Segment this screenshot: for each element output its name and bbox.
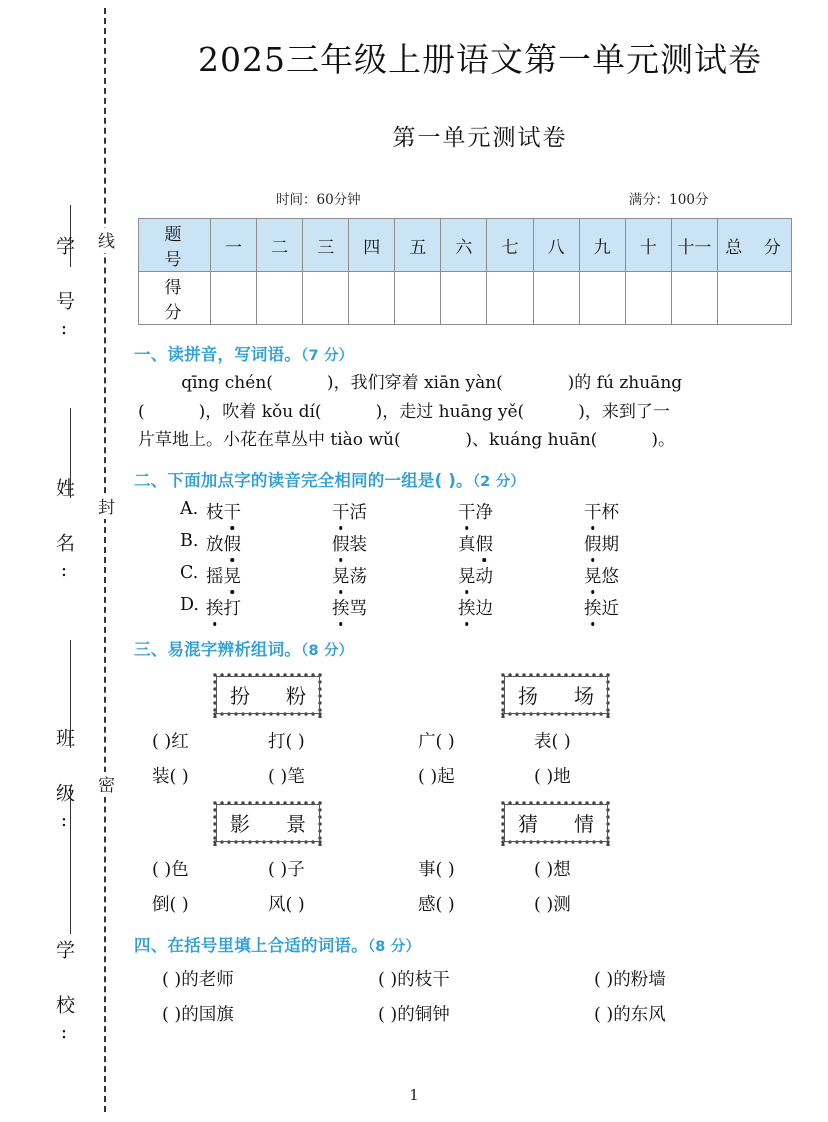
dotted-char: 假 xyxy=(224,531,242,556)
question-3-title: 三、易混字辨析组词。 xyxy=(134,639,301,659)
dotted-char: 干 xyxy=(458,499,476,524)
option-a-item-2: 干活 xyxy=(332,499,458,524)
option-d-item-1: 挨打 xyxy=(206,595,332,620)
seal-dashed-line xyxy=(104,8,106,1112)
blank-item[interactable]: 倒( ) xyxy=(152,894,189,915)
score-col-1: 一 xyxy=(211,219,257,272)
score-table-value-row xyxy=(139,272,792,325)
blank-item[interactable]: ( )子 xyxy=(268,859,305,880)
question-2-points: （2 分） xyxy=(472,473,526,490)
seal-char-mi: 密 xyxy=(93,772,117,797)
option-d-item-4: 挨近 xyxy=(584,595,710,620)
score-col-5: 五 xyxy=(395,219,441,272)
option-c-item-3: 晃动 xyxy=(458,563,584,588)
blank-item[interactable]: ( )测 xyxy=(534,894,571,915)
school-rule xyxy=(70,786,71,934)
option-c-item-2: 晃荡 xyxy=(332,563,458,588)
score-col-9: 九 xyxy=(579,219,625,272)
dotted-char: 晃 xyxy=(458,563,476,588)
option-d-item-2: 挨骂 xyxy=(332,595,458,620)
exam-full-score: 满分：100分 xyxy=(628,192,709,208)
score-cell-3[interactable] xyxy=(303,272,349,325)
question-1-points: （7 分） xyxy=(301,348,354,364)
score-cell-9[interactable] xyxy=(579,272,625,325)
charbox-fen-fen xyxy=(212,672,324,718)
field-class[interactable]: 班 级: xyxy=(53,728,75,838)
score-col-total: 总 分 xyxy=(718,219,792,272)
score-col-3: 三 xyxy=(303,219,349,272)
dotted-char: 假 xyxy=(332,531,350,556)
q4-row-2[interactable] xyxy=(162,1001,828,1026)
option-b-label: B. xyxy=(180,530,199,551)
question-3-heading xyxy=(134,636,828,660)
charbox-char: 影 xyxy=(230,812,250,837)
fill-item[interactable]: ( )的粉墙 xyxy=(594,969,666,990)
q4-row-1[interactable] xyxy=(162,966,828,991)
charbox-char: 扬 xyxy=(518,684,538,709)
score-cell-4[interactable] xyxy=(349,272,395,325)
score-cell-8[interactable] xyxy=(533,272,579,325)
score-table xyxy=(138,218,792,325)
score-cell-7[interactable] xyxy=(487,272,533,325)
question-3-body xyxy=(132,672,828,916)
option-c-item-1: 摇晃 xyxy=(206,563,332,588)
q3-group2-row-1[interactable] xyxy=(152,856,828,881)
charbox-char: 场 xyxy=(574,684,594,709)
option-row-c[interactable] xyxy=(180,563,828,588)
exam-duration: 时间：60分钟 xyxy=(276,192,361,208)
dotted-char: 晃 xyxy=(332,563,350,588)
page-number: 1 xyxy=(409,1086,419,1104)
blank-item[interactable]: ( )色 xyxy=(152,859,189,880)
charbox-row-2 xyxy=(212,800,828,846)
score-cell-10[interactable] xyxy=(625,272,671,325)
option-b-item-2: 假装 xyxy=(332,531,458,556)
blank-item[interactable]: ( )起 xyxy=(418,766,455,787)
score-col-11: 十一 xyxy=(671,219,717,272)
score-col-4: 四 xyxy=(349,219,395,272)
score-cell-5[interactable] xyxy=(395,272,441,325)
seal-char-feng: 封 xyxy=(93,494,117,519)
fill-item[interactable]: ( )的国旗 xyxy=(162,1004,234,1025)
dotted-char: 干 xyxy=(224,499,242,524)
charbox-char: 粉 xyxy=(286,684,306,709)
question-1-title: 一、读拼音，写词语。 xyxy=(134,345,301,364)
exam-meta xyxy=(132,188,828,208)
question-2-heading xyxy=(134,467,828,491)
sealing-margin xyxy=(0,0,132,1122)
blank-item[interactable]: 事( ) xyxy=(418,859,455,880)
option-row-b[interactable] xyxy=(180,531,828,556)
option-row-a[interactable] xyxy=(180,499,828,524)
score-table-row-label: 题 号 xyxy=(139,219,211,272)
blank-item[interactable]: 装( ) xyxy=(152,766,189,787)
paper-body xyxy=(132,0,828,1122)
blank-item[interactable]: 风( ) xyxy=(268,894,305,915)
score-col-10: 十 xyxy=(625,219,671,272)
field-student-name[interactable]: 姓 名: xyxy=(53,478,75,588)
score-cell-total[interactable] xyxy=(718,272,792,325)
question-4-heading xyxy=(134,932,828,956)
score-cell-2[interactable] xyxy=(257,272,303,325)
dotted-char: 晃 xyxy=(224,563,242,588)
blank-item[interactable]: ( )笔 xyxy=(268,766,305,787)
option-d-label: D. xyxy=(180,594,199,615)
charbox-yang-chang xyxy=(500,672,612,718)
q3-group1-row-2[interactable] xyxy=(152,763,828,788)
dotted-char: 干 xyxy=(332,499,350,524)
question-2-title: 二、下面加点字的读音完全相同的一组是( )。 xyxy=(134,470,473,490)
question-4-points: （8 分） xyxy=(367,938,421,955)
charbox-cai-qing xyxy=(500,800,612,846)
charbox-row-1 xyxy=(212,672,828,718)
option-b-item-4: 假期 xyxy=(584,531,710,556)
question-4-title: 四、在括号里填上合适的词语。 xyxy=(134,935,368,955)
q3-group2-row-2[interactable] xyxy=(152,891,828,916)
question-1-body xyxy=(132,374,828,451)
score-table-header-row xyxy=(139,219,792,272)
blank-item[interactable]: 感( ) xyxy=(418,894,455,915)
question-1-line-1[interactable]: qīng chén( )，我们穿着 xiān yàn( )的 fú zhuāng xyxy=(138,373,683,393)
field-student-id[interactable]: 学 号: xyxy=(53,236,75,346)
fill-item[interactable]: ( )的铜钟 xyxy=(378,1004,450,1025)
dotted-char: 挨 xyxy=(584,595,602,620)
option-a-item-3: 干净 xyxy=(458,499,584,524)
score-cell-11[interactable] xyxy=(671,272,717,325)
dotted-char: 挨 xyxy=(332,595,350,620)
question-1-line-2[interactable]: ( )，吹着 kǒu dí( )，走过 huāng yě( )，来到了一 xyxy=(138,401,670,422)
dotted-char: 假 xyxy=(584,531,602,556)
charbox-char: 情 xyxy=(574,812,594,837)
question-1-heading xyxy=(134,341,828,365)
option-a-label: A. xyxy=(180,498,199,519)
score-col-8: 八 xyxy=(533,219,579,272)
option-c-item-4: 晃悠 xyxy=(584,563,710,588)
blank-item[interactable]: 广( ) xyxy=(418,731,455,752)
dotted-char: 假 xyxy=(476,531,494,556)
dotted-char: 晃 xyxy=(584,563,602,588)
option-b-item-1: 放假 xyxy=(206,531,332,556)
option-a-item-4: 干杯 xyxy=(584,499,710,524)
score-table-score-label: 得 分 xyxy=(139,272,211,325)
score-col-7: 七 xyxy=(487,219,533,272)
field-school[interactable]: 学 校: xyxy=(53,940,75,1050)
blank-item[interactable]: ( )红 xyxy=(152,731,189,752)
dotted-char: 挨 xyxy=(206,595,224,620)
dotted-char: 干 xyxy=(584,499,602,524)
option-b-item-3: 真假 xyxy=(458,531,584,556)
blank-item[interactable]: ( )想 xyxy=(534,859,571,880)
score-col-2: 二 xyxy=(257,219,303,272)
option-a-item-1: 枝干 xyxy=(206,499,332,524)
question-4-body xyxy=(132,966,828,1026)
page-subtitle: 第一单元测试卷 xyxy=(392,125,568,151)
page-title: 2025三年级上册语文第一单元测试卷 xyxy=(198,40,762,79)
blank-item[interactable]: 打( ) xyxy=(268,731,305,752)
fill-item[interactable]: ( )的枝干 xyxy=(378,969,450,990)
seal-char-line: 线 xyxy=(93,228,117,253)
charbox-char: 景 xyxy=(286,812,306,837)
question-1-line-3[interactable]: 片草地上。小花在草丛中 tiào wǔ( )、kuáng huān( )。 xyxy=(138,430,675,451)
fill-item[interactable]: ( )的老师 xyxy=(162,969,234,990)
blank-item[interactable]: 表( ) xyxy=(534,731,571,752)
score-cell-1[interactable] xyxy=(211,272,257,325)
score-col-6: 六 xyxy=(441,219,487,272)
question-2-body xyxy=(132,499,828,620)
question-3-points: （8 分） xyxy=(301,642,354,659)
charbox-ying-jing xyxy=(212,800,324,846)
fill-item[interactable]: ( )的东风 xyxy=(594,1004,666,1025)
option-row-d[interactable] xyxy=(180,595,828,620)
option-d-item-3: 挨边 xyxy=(458,595,584,620)
option-c-label: C. xyxy=(180,562,199,583)
dotted-char: 挨 xyxy=(458,595,476,620)
score-cell-6[interactable] xyxy=(441,272,487,325)
charbox-char: 猜 xyxy=(518,812,538,837)
blank-item[interactable]: ( )地 xyxy=(534,766,571,787)
q3-group1-row-1[interactable] xyxy=(152,728,828,753)
charbox-char: 扮 xyxy=(230,684,250,709)
